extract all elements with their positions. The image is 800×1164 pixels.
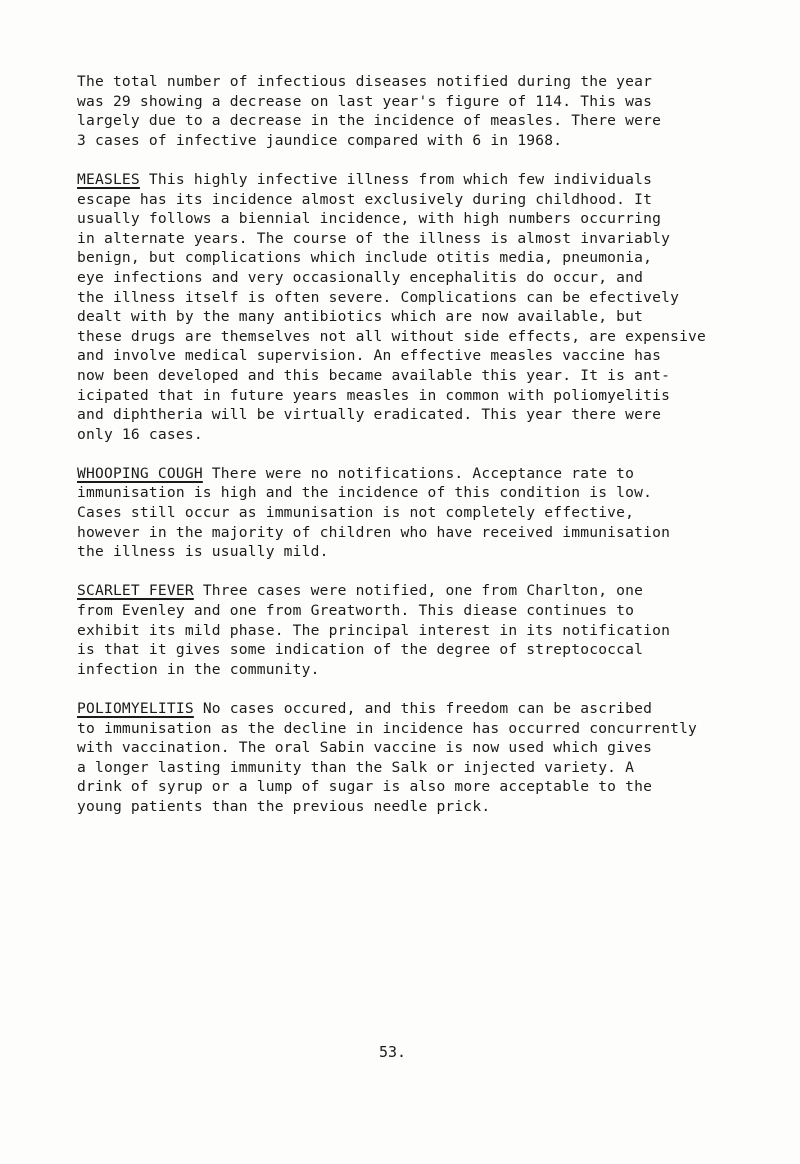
- poliomyelitis-line: to immunisation as the decline in incidence has occurred concurrently: [77, 719, 698, 737]
- intro-line: The total number of infectious diseases notified during the year: [77, 73, 653, 90]
- measles-line: and involve medical supervision. An effective measles vaccine has: [77, 347, 662, 365]
- measles-line: and diphtheria will be virtually eradicated. This year there were: [77, 406, 662, 424]
- measles-paragraph: [77, 170, 777, 444]
- scarlet-fever-line: is that it gives some indication of the degree of streptococcal: [77, 641, 644, 659]
- poliomyelitis-first-line-text: No cases occured, and this freedom can be ascribed: [193, 700, 653, 717]
- intro-line: 3 cases of infective jaundice compared with 6 in 1968.: [77, 131, 563, 149]
- measles-line: these drugs are themselves not all without side effects, are expensive: [77, 327, 707, 345]
- measles-line: eye infections and very occasionally encephalitis do occur, and: [77, 268, 644, 286]
- scarlet-fever-line: infection in the community.: [77, 660, 320, 678]
- poliomyelitis-paragraph: [77, 699, 777, 817]
- measles-first-line-text: This highly infective illness from which few individuals: [139, 170, 653, 188]
- whooping-cough-line: the illness is usually mild.: [77, 543, 329, 561]
- whooping-cough-paragraph: [77, 464, 777, 562]
- whooping-cough-line: Cases still occur as immunisation is not completely effective,: [77, 504, 635, 522]
- whooping-cough-first-line-text: There were no notifications. Acceptance rate to: [202, 464, 635, 482]
- poliomyelitis-line: young patients than the previous needle prick.: [77, 797, 491, 815]
- scarlet-fever-line: exhibit its mild phase. The principal interest in its notification: [77, 621, 671, 639]
- scarlet-fever-heading: SCARLET FEVER: [77, 582, 194, 600]
- intro-paragraph: [77, 72, 777, 150]
- page-number: 53.: [379, 1043, 407, 1061]
- measles-line: dealt with by the many antibiotics which are now available, but: [77, 308, 644, 326]
- whooping-cough-first-line: [77, 464, 777, 484]
- scarlet-fever-line: from Evenley and one from Greatworth. This diease continues to: [77, 602, 635, 620]
- poliomyelitis-line: a longer lasting immunity than the Salk or injected variety. A: [77, 758, 635, 776]
- poliomyelitis-line: drink of syrup or a lump of sugar is also more acceptable to the: [77, 778, 653, 796]
- whooping-cough-line: immunisation is high and the incidence of this condition is low.: [77, 484, 653, 502]
- poliomyelitis-heading: POLIOMYELITIS: [77, 700, 194, 717]
- measles-line: usually follows a biennial incidence, with high numbers occurring: [77, 210, 662, 228]
- measles-line: icipated that in future years measles in common with poliomyelitis: [77, 386, 671, 404]
- measles-line: now been developed and this became available this year. It is ant-: [77, 366, 671, 384]
- measles-line: escape has its incidence almost exclusively during childhood. It: [77, 190, 653, 208]
- whooping-cough-heading: WHOOPING COUGH: [77, 464, 203, 482]
- measles-heading: MEASLES: [77, 170, 140, 188]
- measles-first-line: [77, 170, 777, 190]
- measles-line: only 16 cases.: [77, 425, 203, 443]
- scarlet-fever-first-line-text: Three cases were notified, one from Charlton, one: [193, 582, 644, 600]
- intro-line: was 29 showing a decrease on last year's figure of 114. This was: [77, 92, 653, 110]
- scarlet-fever-paragraph: [77, 581, 777, 679]
- intro-line: largely due to a decrease in the incidence of measles. There were: [77, 112, 662, 130]
- scarlet-fever-first-line: [77, 581, 777, 601]
- poliomyelitis-line: with vaccination. The oral Sabin vaccine is now used which gives: [77, 739, 653, 757]
- report-body: [77, 72, 777, 836]
- measles-line: in alternate years. The course of the illness is almost invariably: [77, 229, 671, 247]
- measles-line: benign, but complications which include otitis media, pneumonia,: [77, 249, 653, 267]
- whooping-cough-line: however in the majority of children who have received immunisation: [77, 523, 671, 541]
- measles-line: the illness itself is often severe. Complications can be efectively: [77, 288, 680, 306]
- poliomyelitis-first-line: [77, 699, 777, 719]
